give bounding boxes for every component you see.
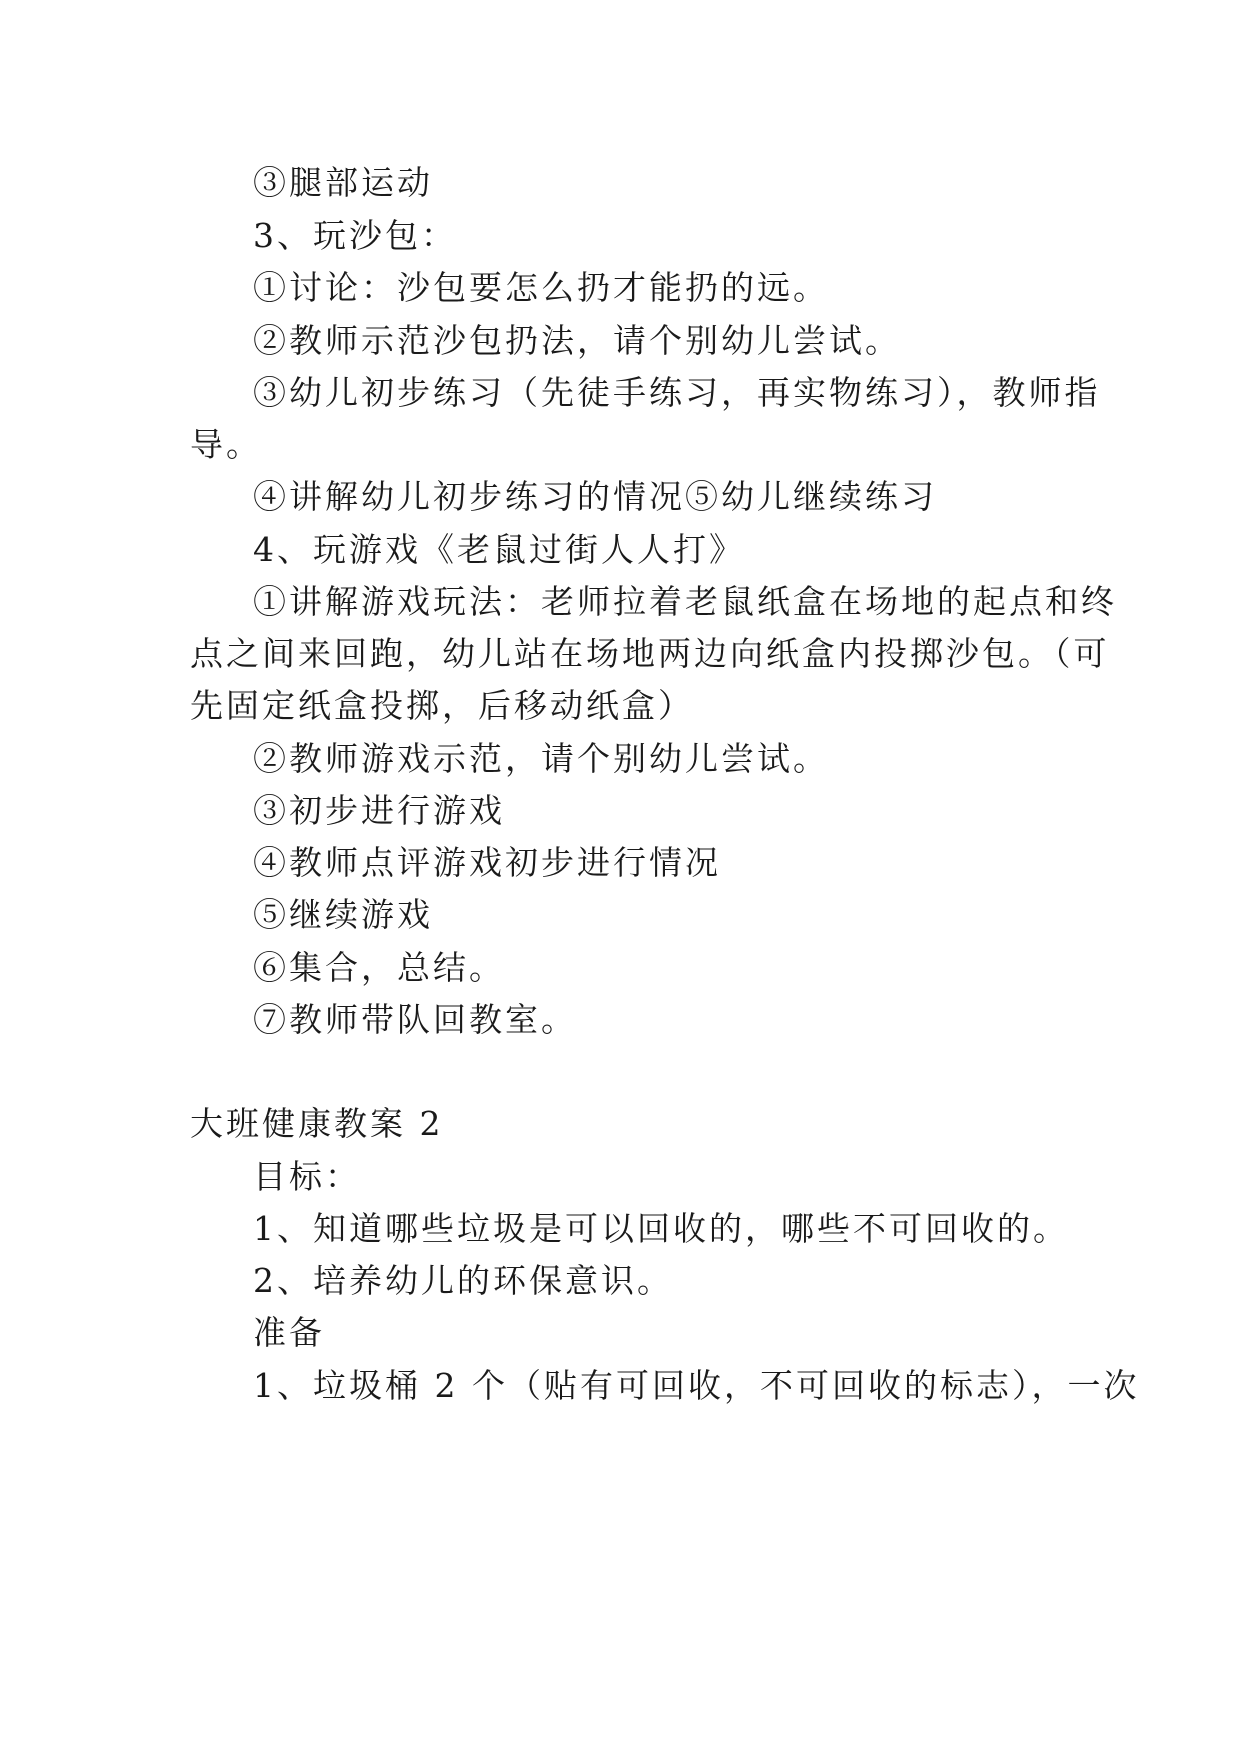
text-line: 先固定纸盒投掷，后移动纸盒） [190, 686, 694, 725]
section-title: 大班健康教案 2 [190, 1104, 444, 1143]
text-line: ②教师游戏示范，请个别幼儿尝试。 [253, 739, 829, 778]
text-line: ⑦教师带队回教室。 [253, 1000, 577, 1039]
text-line: ②教师示范沙包扔法，请个别幼儿尝试。 [253, 321, 901, 360]
text-line: ③初步进行游戏 [253, 791, 505, 830]
text-line: 准备 [253, 1313, 325, 1352]
text-line: ①讲解游戏玩法：老师拉着老鼠纸盒在场地的起点和终 [253, 582, 1117, 621]
text-line: 2、培养幼儿的环保意识。 [253, 1261, 673, 1300]
text-line: ③幼儿初步练习（先徒手练习，再实物练习），教师指 [253, 373, 1101, 412]
text-line: 导。 [190, 425, 262, 464]
text-line: 4、玩游戏《老鼠过街人人打》 [253, 530, 745, 569]
text-line: ③腿部运动 [253, 163, 433, 202]
text-line: ①讨论：沙包要怎么扔才能扔的远。 [253, 268, 829, 307]
text-line: 目标： [253, 1157, 361, 1196]
text-line: ⑥集合，总结。 [253, 948, 505, 987]
text-line: 3、玩沙包： [253, 216, 457, 255]
text-line: 1、知道哪些垃圾是可以回收的，哪些不可回收的。 [253, 1209, 1069, 1248]
text-line: ⑤继续游戏 [253, 895, 433, 934]
text-line: 点之间来回跑，幼儿站在场地两边向纸盒内投掷沙包。（可 [190, 634, 1110, 673]
text-line: ④教师点评游戏初步进行情况 [253, 843, 721, 882]
text-line: 1、垃圾桶 2 个（贴有可回收，不可回收的标志），一次 [253, 1366, 1140, 1405]
text-line: ④讲解幼儿初步练习的情况⑤幼儿继续练习 [253, 477, 937, 516]
